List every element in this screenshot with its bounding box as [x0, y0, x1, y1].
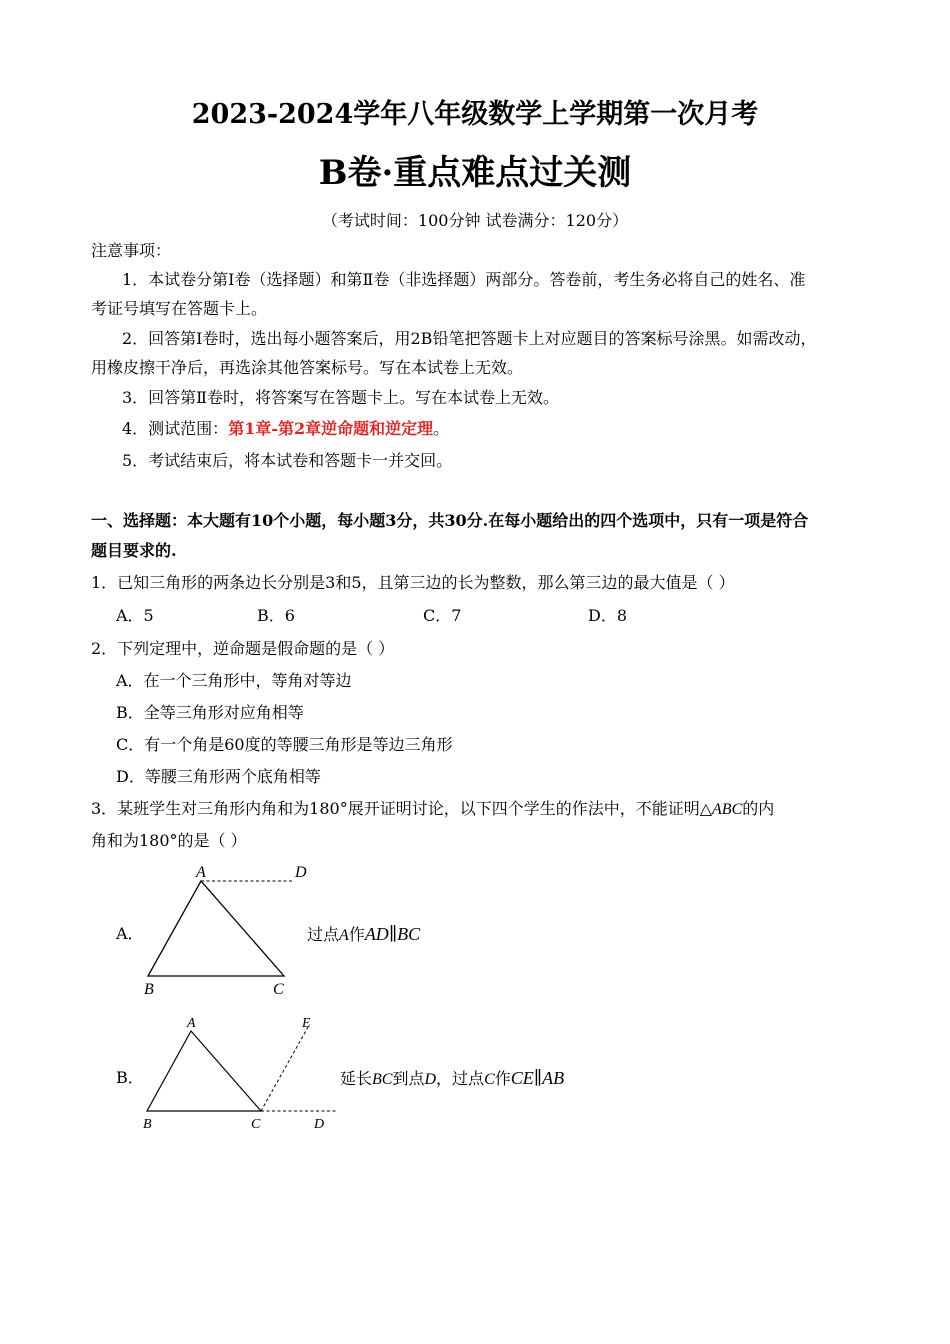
- test-range: 第1章-第2章逆命题和逆定理: [228, 419, 434, 438]
- exam-info: （考试时间：100分钟 试卷满分：120分）: [321, 211, 629, 230]
- notice-item-1-line-2: 考证号填写在答题卡上。: [91, 299, 268, 318]
- notice-item-1-line-1: 1．本试卷分第Ⅰ卷（选择题）和第Ⅱ卷（非选择题）两部分。答卷前，考生务必将自己的姓名、准: [122, 270, 806, 289]
- q1-option-c: C．7: [423, 606, 462, 625]
- page-title: 2023-2024学年八年级数学上学期第一次月考: [191, 99, 759, 130]
- point-d-label: D: [314, 1117, 325, 1132]
- q3-stem-text-b: 的内: [742, 799, 775, 818]
- notice-item-4-prefix: 4．测试范围：: [122, 419, 229, 438]
- q2-option-b: B．全等三角形对应角相等: [116, 703, 304, 722]
- q3-stem-line-1: [91, 799, 774, 820]
- section-1-heading-line-1: 一、选择题：本大题有10个小题，每小题3分，共30分.在每小题给出的四个选项中，只有一项是符合: [91, 511, 809, 530]
- triangle-abc: [147, 1031, 261, 1111]
- notice-heading: 注意事项：: [91, 241, 172, 260]
- point-c-label: C: [273, 981, 284, 998]
- q1-option-d: D．8: [588, 606, 628, 625]
- point-a-label: A: [187, 1016, 196, 1031]
- q3-triangle-abc: ABC: [712, 801, 743, 818]
- q3-option-a-label: A．: [116, 924, 144, 943]
- q3-option-a-text: 过点A作AD∥BC: [307, 924, 421, 945]
- q3-option-a-figure: [140, 860, 315, 1000]
- point-b-label: B: [144, 981, 154, 998]
- q3-stem-text-a: 3．某班学生对三角形内角和为180°展开证明讨论，以下四个学生的作法中，不能证明△: [91, 799, 713, 818]
- q2-option-a: A．在一个三角形中，等角对等边: [116, 671, 352, 690]
- q3-option-b-label: B．: [116, 1068, 144, 1087]
- page-subtitle: B卷·重点难点过关测: [318, 153, 632, 193]
- notice-item-4-suffix: 。: [433, 419, 450, 438]
- line-ce: [261, 1027, 308, 1111]
- q1-option-b: B．6: [257, 606, 295, 625]
- q1-stem: 1．已知三角形的两条边长分别是3和5，且第三边的长为整数，那么第三边的最大值是（ ）: [91, 573, 735, 592]
- q3-stem-line-2: 角和为180°的是（ ）: [91, 831, 247, 850]
- q1-option-a: A．5: [116, 606, 154, 625]
- point-d-label: D: [295, 864, 307, 881]
- notice-item-2-line-2: 用橡皮擦干净后，再选涂其他答案标号。写在本试卷上无效。: [91, 358, 524, 377]
- notice-item-2-line-1: 2．回答第Ⅰ卷时，选出每小题答案后，用2B铅笔把答题卡上对应题目的答案标号涂黑。如需改动，: [122, 329, 817, 348]
- q2-option-c: C．有一个角是60度的等腰三角形是等边三角形: [116, 735, 453, 754]
- section-1-heading-line-2: 题目要求的.: [91, 541, 177, 560]
- point-e-label: E: [302, 1016, 311, 1031]
- notice-item-4: [122, 419, 449, 439]
- point-b-label: B: [143, 1117, 152, 1132]
- triangle-abc: [148, 881, 284, 976]
- q2-option-d: D．等腰三角形两个底角相等: [116, 767, 321, 786]
- point-c-label: C: [251, 1117, 261, 1132]
- q3-option-b-text: 延长BC到点D，过点C作CE∥AB: [340, 1068, 565, 1089]
- q3-option-b-figure: [140, 1010, 345, 1135]
- point-a-label: A: [196, 864, 206, 881]
- q2-stem: 2．下列定理中，逆命题是假命题的是（ ）: [91, 639, 395, 658]
- notice-item-3: 3．回答第Ⅱ卷时，将答案写在答题卡上。写在本试卷上无效。: [122, 388, 560, 407]
- notice-item-5: 5．考试结束后，将本试卷和答题卡一并交回。: [122, 451, 453, 470]
